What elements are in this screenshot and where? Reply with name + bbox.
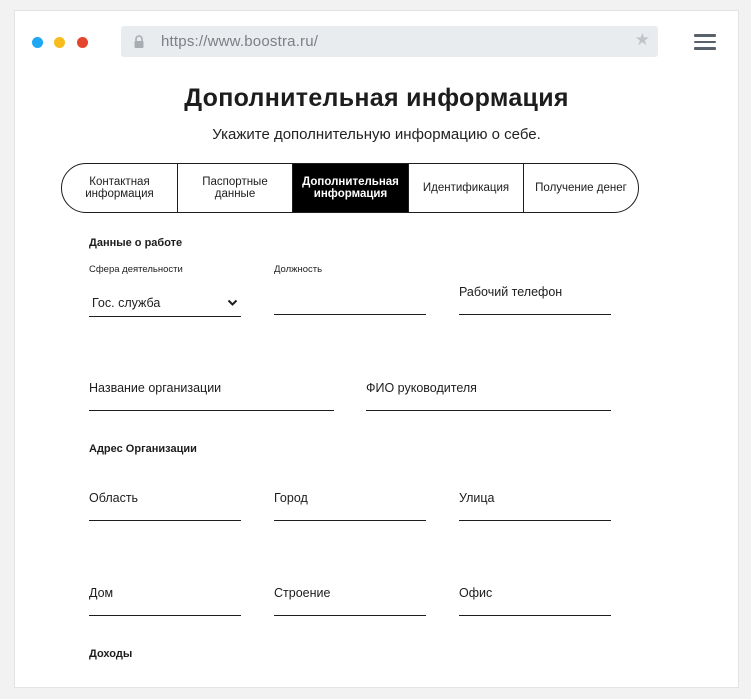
manager-name-placeholder: ФИО руководителя [366,381,477,395]
region-field[interactable] [89,487,241,521]
house-field[interactable] [89,582,241,616]
section-work-data: Данные о работе [89,237,183,249]
traffic-light-yellow[interactable] [54,37,65,48]
manager-name-field[interactable] [366,377,611,411]
position-label: Должность [274,264,323,275]
hamburger-menu-icon[interactable] [694,34,716,50]
street-field[interactable] [459,487,611,521]
traffic-light-blue[interactable] [32,37,43,48]
work-phone-field[interactable] [459,281,611,315]
browser-window [14,10,739,688]
tab-additional-info[interactable]: Дополнительная информация [293,164,409,212]
sphere-selected-value: Гос. служба [92,296,161,310]
office-field[interactable] [459,582,611,616]
office-placeholder: Офис [459,586,493,600]
star-icon[interactable]: ★ [634,30,650,49]
page-title: Дополнительная информация [184,84,569,112]
building-field[interactable] [274,582,426,616]
section-income: Доходы [89,648,133,660]
org-name-placeholder: Название организации [89,381,222,395]
traffic-light-red[interactable] [77,37,88,48]
step-tabs [61,163,639,213]
lock-icon [133,35,145,48]
url-text: https://www.boostra.ru/ [161,33,319,50]
tab-identification[interactable]: Идентификация [409,164,524,212]
street-placeholder: Улица [459,491,495,505]
chevron-down-icon [227,299,238,307]
sphere-select[interactable] [89,283,241,317]
position-field[interactable] [274,283,426,315]
tab-receive-money[interactable]: Получение денег [535,182,627,194]
building-placeholder: Строение [274,586,331,600]
page-subtitle: Укажите дополнительную информацию о себе. [212,126,541,143]
org-name-field[interactable] [89,377,334,411]
sphere-label: Сфера деятельности [89,264,183,275]
tab-contact-info[interactable]: Контактная информация [62,164,178,212]
city-field[interactable] [274,487,426,521]
house-placeholder: Дом [89,586,114,600]
region-placeholder: Область [89,491,139,505]
section-org-address: Адрес Организации [89,443,197,455]
address-bar[interactable] [121,26,658,57]
tab-passport-data[interactable]: Паспортные данные [178,164,293,212]
city-placeholder: Город [274,491,308,505]
work-phone-placeholder: Рабочий телефон [459,285,563,299]
